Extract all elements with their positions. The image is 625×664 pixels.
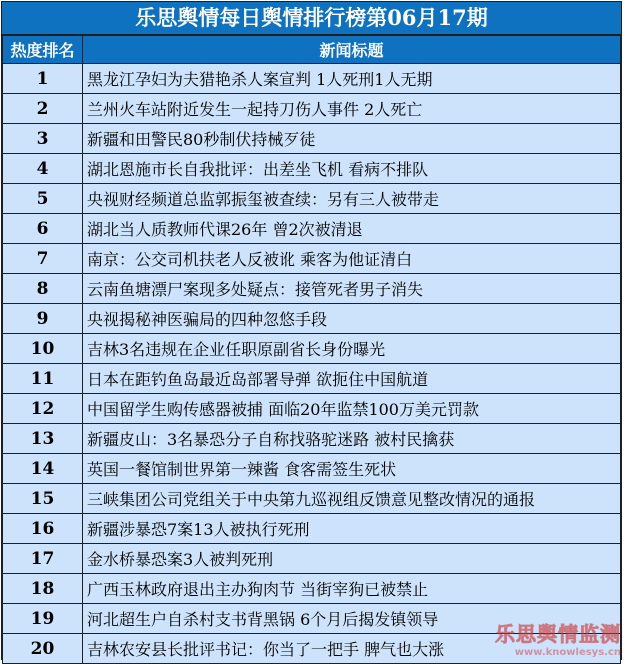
headline-cell[interactable]: 南京：公交司机扶老人反被讹 乘客为他证清白 <box>83 244 621 274</box>
column-header-headline: 新闻标题 <box>83 36 621 64</box>
rank-cell: 2 <box>3 94 83 124</box>
headline-cell[interactable]: 三峡集团公司党组关于中央第九巡视组反馈意见整改情况的通报 <box>83 484 621 514</box>
table-row <box>3 634 621 664</box>
table-row <box>3 574 621 604</box>
table-row <box>3 514 621 544</box>
table-row <box>3 334 621 364</box>
rank-cell: 20 <box>3 634 83 664</box>
rank-cell: 13 <box>3 424 83 454</box>
headline-cell[interactable]: 黑龙江孕妇为夫猎艳杀人案宣判 1人死刑1人无期 <box>83 64 621 94</box>
ranking-sheet <box>1 1 622 660</box>
headline-cell[interactable]: 云南鱼塘漂尸案现多处疑点：接管死者男子消失 <box>83 274 621 304</box>
rank-cell: 12 <box>3 394 83 424</box>
page-title: 乐思舆情每日舆情排行榜第06月17期 <box>2 2 621 35</box>
table-row <box>3 274 621 304</box>
column-header-rank: 热度排名 <box>3 36 83 64</box>
table-row <box>3 394 621 424</box>
rank-cell: 4 <box>3 154 83 184</box>
table-row <box>3 184 621 214</box>
table-row <box>3 604 621 634</box>
table-row <box>3 94 621 124</box>
headline-cell[interactable]: 新疆涉暴恐7案13人被执行死刑 <box>83 514 621 544</box>
headline-cell[interactable]: 日本在距钓鱼岛最近岛部署导弹 欲扼住中国航道 <box>83 364 621 394</box>
rank-cell: 14 <box>3 454 83 484</box>
table-row <box>3 154 621 184</box>
headline-cell[interactable]: 英国一餐馆制世界第一辣酱 食客需签生死状 <box>83 454 621 484</box>
headline-cell[interactable]: 中国留学生购传感器被捕 面临20年监禁100万美元罚款 <box>83 394 621 424</box>
table-row <box>3 124 621 154</box>
table-row <box>3 244 621 274</box>
rank-cell: 18 <box>3 574 83 604</box>
table-header-row <box>3 36 621 64</box>
rank-cell: 9 <box>3 304 83 334</box>
rank-cell: 10 <box>3 334 83 364</box>
headline-cell[interactable]: 湖北当人质教师代课26年 曾2次被清退 <box>83 214 621 244</box>
headline-cell[interactable]: 湖北恩施市长自我批评：出差坐飞机 看病不排队 <box>83 154 621 184</box>
rank-cell: 16 <box>3 514 83 544</box>
headline-cell[interactable]: 吉林3名违规在企业任职原副省长身份曝光 <box>83 334 621 364</box>
headline-cell[interactable]: 广西玉林政府退出主办狗肉节 当街宰狗已被禁止 <box>83 574 621 604</box>
rank-cell: 11 <box>3 364 83 394</box>
headline-cell[interactable]: 金水桥暴恐案3人被判死刑 <box>83 544 621 574</box>
rank-cell: 17 <box>3 544 83 574</box>
rank-cell: 15 <box>3 484 83 514</box>
rank-cell: 5 <box>3 184 83 214</box>
table-row <box>3 544 621 574</box>
table-row <box>3 214 621 244</box>
headline-cell[interactable]: 新疆和田警民80秒制伏持械歹徒 <box>83 124 621 154</box>
ranking-table <box>2 35 621 664</box>
rank-cell: 19 <box>3 604 83 634</box>
headline-cell[interactable]: 央视财经频道总监郭振玺被查续：另有三人被带走 <box>83 184 621 214</box>
rank-cell: 8 <box>3 274 83 304</box>
watermark-url: www.knowlesys.cn <box>514 647 621 658</box>
table-row <box>3 484 621 514</box>
headline-cell[interactable]: 兰州火车站附近发生一起持刀伤人事件 2人死亡 <box>83 94 621 124</box>
rank-cell: 6 <box>3 214 83 244</box>
headline-cell[interactable]: 河北超生户自杀村支书背黑锅 6个月后揭发镇领导 <box>83 604 621 634</box>
table-row <box>3 424 621 454</box>
table-row <box>3 304 621 334</box>
headline-cell[interactable]: 吉林农安县长批评书记：你当了一把手 脾气也大涨 <box>83 634 621 664</box>
table-row <box>3 364 621 394</box>
rank-cell: 3 <box>3 124 83 154</box>
headline-cell[interactable]: 央视揭秘神医骗局的四种忽悠手段 <box>83 304 621 334</box>
table-row <box>3 454 621 484</box>
rank-cell: 7 <box>3 244 83 274</box>
watermark-logo-text: 乐思舆情监测 <box>495 622 621 646</box>
rank-cell: 1 <box>3 64 83 94</box>
headline-cell[interactable]: 新疆皮山：3名暴恐分子自称找骆驼迷路 被村民擒获 <box>83 424 621 454</box>
table-row <box>3 64 621 94</box>
